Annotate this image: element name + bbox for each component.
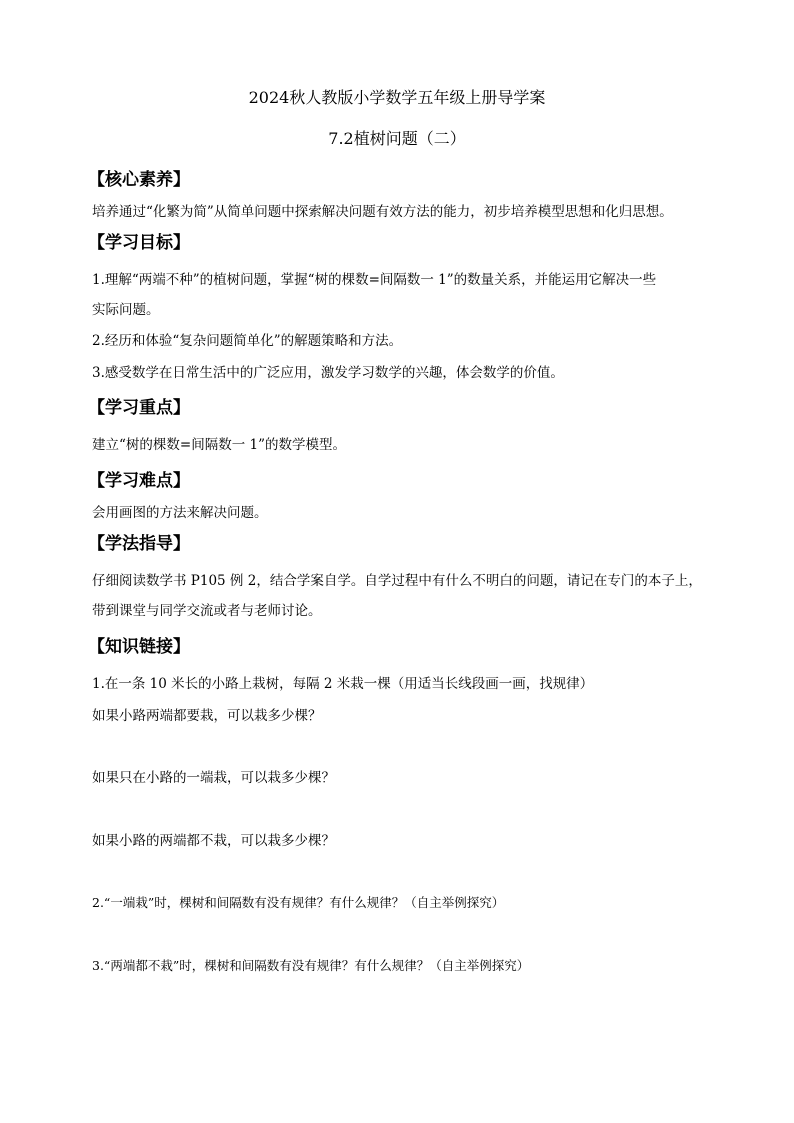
goal-3: 3.感受数学在日常生活中的广泛应用，激发学习数学的兴趣，体会数学的价值。	[92, 365, 564, 381]
heading-study-method: 【学法指导】	[88, 534, 190, 554]
question-1a: 如果小路两端都要栽，可以栽多少棵？	[92, 708, 322, 724]
difficulties-text: 会用画图的方法来解决问题。	[92, 505, 268, 521]
heading-core-literacy: 【核心素养】	[88, 170, 190, 190]
question-1b: 如果只在小路的一端栽，可以栽多少棵？	[92, 770, 335, 786]
heading-key-points: 【学习重点】	[88, 398, 190, 418]
document-title: 2024秋人教版小学数学五年级上册导学案	[248, 88, 546, 107]
question-2: 2.“一端栽”时，棵树和间隔数有没有规律？有什么规律？（自主举例探究）	[92, 895, 505, 910]
study-method-line-1: 仔细阅读数学书 P105 例 2，结合学案自学。自学过程中有什么不明白的问题，请记在专门的本子上，	[92, 573, 702, 589]
core-literacy-text: 培养通过“化繁为简”从简单问题中探索解决问题有效方法的能力，初步培养模型思想和化归思想。	[92, 204, 673, 220]
question-1c: 如果小路的两端都不栽，可以栽多少棵？	[92, 833, 335, 849]
lesson-title: 7.2植树问题（二）	[328, 129, 466, 148]
goal-1-line-2: 实际问题。	[92, 302, 160, 318]
question-1: 1.在一条 10 米长的小路上栽树，每隔 2 米栽一棵（用适当长线段画一画，找规律）	[92, 676, 594, 692]
study-method-line-2: 带到课堂与同学交流或者与老师讨论。	[92, 603, 322, 619]
heading-learning-goals: 【学习目标】	[88, 233, 190, 253]
goal-2: 2.经历和体验“复杂问题简单化”的解题策略和方法。	[92, 333, 403, 349]
heading-knowledge-links: 【知识链接】	[88, 637, 190, 657]
heading-difficulties: 【学习难点】	[88, 471, 190, 491]
key-points-text: 建立“树的棵数=间隔数一 1”的数学模型。	[92, 437, 346, 453]
question-3: 3.“两端都不栽”时，棵树和间隔数有没有规律？有什么规律？（自主举例探究）	[92, 958, 530, 973]
goal-1-line-1: 1.理解“两端不种”的植树问题，掌握“树的棵数=间隔数一 1”的数量关系，并能运用它解决一些	[92, 272, 657, 288]
